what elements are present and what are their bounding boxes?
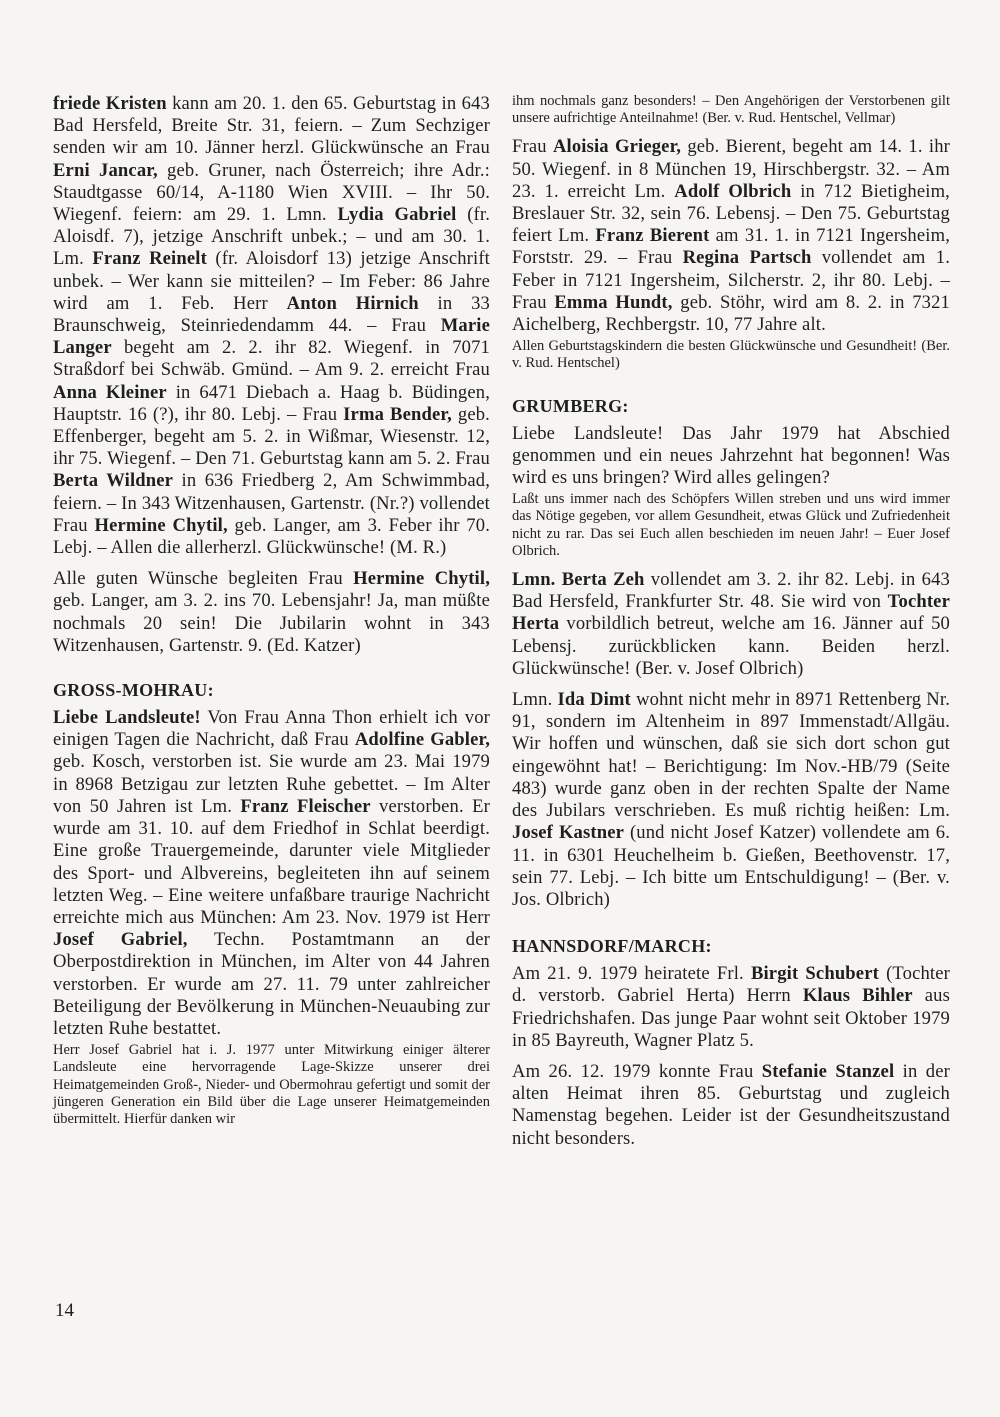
text: Lmn.	[512, 689, 558, 711]
name-bold: Klaus Bihler	[802, 985, 913, 1007]
name-bold: Anton Hirnich	[286, 292, 419, 314]
text: (und nicht Josef Katzer) vollendete am 6. 11. in 6301 Heuchelheim b. Gießen, Beethovenstr. 17, sein 77. Lebj. – Ich bitte um Entschuldigung! – (Ber. v. Jos. Olbrich)	[512, 822, 950, 910]
name-bold: friede Kristen	[53, 93, 167, 114]
text: Am 21. 9. 1979 heiratete Frl.	[512, 963, 751, 985]
gabriel-sketch-note: Herr Josef Gabriel hat i. J. 1977 unter Mitwirkung einiger älterer Landsleute eine hervorragende Lage-Skizze unserer drei Heimatgemeinden Groß-, Nieder- und Obermohrau gefertigt und somit der jüngeren Generation ein Bild über die Lage unserer Heimatgemeinden übermittelt. Hierfür danken wir	[53, 1042, 490, 1127]
ida-dimt-paragraph	[512, 689, 950, 911]
text: in 636 Friedberg 2, Am Schwimmbad, feiern. – In 343 Witzenhausen, Gartenstr. (Nr.?) vollendet Frau	[53, 470, 491, 536]
text: verstorben. Er wurde am 31. 10. auf dem Friedhof in Schlat beerdigt. Eine große Trauergemeinde, darunter viele Mitglieder des Sport- und Albvereins, begleiteten ihn auf seinem letzten Weg. – Eine weitere unfaßbare traurige Nachricht erreichte mich aus München: Am 23. Nov. 1979 ist Herr	[53, 795, 491, 928]
text: in der alten Heimat ihren 85. Geburtstag und zugleich Namenstag begehen. Leider ist der Gesundheitszustand nicht besonders.	[512, 1060, 950, 1149]
text: aus Friedrichshafen. Das junge Paar wohnt seit Oktober 1979 in 85 Bayreuth, Wagner Platz 5.	[512, 985, 950, 1051]
name-bold: Franz Fleischer	[240, 795, 371, 817]
name-bold: Erni Jancar,	[53, 159, 158, 181]
name-bold: Hermine Chytil,	[353, 568, 490, 590]
berta-zeh-paragraph	[512, 569, 950, 680]
name-bold: Aloisia Grieger,	[552, 136, 682, 158]
text: geb. Langer, am 3. Feber ihr 70. Lebj. – Allen die allerherzl. Glückwünsche! (M. R.)	[53, 514, 490, 559]
text: geb. Kosch, verstorben ist. Sie wurde am 23. Mai 1979 in 8968 Betzigau zur letzten Ruhe gebettet. – Im Alter von 50 Jahren ist Lm.	[53, 751, 490, 817]
name-bold: Adolfine Gabler,	[354, 729, 490, 751]
name-bold: Anna Kleiner	[53, 381, 167, 403]
text: in 33 Braunschweig, Steinriedendamm 44. – Frau	[53, 292, 490, 337]
text: begeht am 2. 2. ihr 82. Wiegenf. in 7071 Straßdorf bei Schwäb. Gmünd. – Am 9. 2. erreicht Frau	[53, 337, 490, 381]
name-bold: Irma Bender,	[343, 403, 452, 425]
name-bold: Franz Bierent	[595, 225, 710, 247]
name-bold: Berta Wildner	[53, 470, 174, 492]
text: geb. Bierent, begeht am 14. 1. ihr 50. Wiegenf. in 8 München 19, Hirschbergstr. 32. – Am 23. 1. erreicht Lm.	[512, 136, 951, 202]
name-bold: Tochter Herta	[512, 591, 950, 635]
text: vollendet am 1. Feber in 7121 Ingersheim, Silcherstr. 2, ihr 80. Lebj. – Frau	[512, 247, 950, 313]
text: in 712 Bietigheim, Breslauer Str. 32, sein 76. Lebensj. – Den 75. Geburtstag feiert Lm.	[512, 180, 950, 247]
condolence-note: ihm nochmals ganz besonders! – Den Angehörigen der Verstorbenen gilt unsere aufrichtige Anteilnahme! (Ber. v. Rud. Hentschel, Vellmar)	[512, 93, 950, 127]
text: vorbildlich betreut, welche am 16. Jänner auf 50 Lebensj. zurückblicken kann. Beiden herzl. Glückwünsche! (Ber. v. Josef Olbrich)	[512, 613, 950, 679]
text: Techn. Postamtmann an der Oberpostdirektion in München, im Alter von 44 Jahren verstorben. Er wurde am 27. 11. 79 unter zahlreicher Beteiligung der Bevölkerung in München-Neuaubing zur letzten Ruhe bestattet.	[53, 929, 490, 1039]
section-heading-gross-mohrau: GROSS-MOHRAU:	[53, 680, 214, 701]
text: geb. Gruner, nach Österreich; ihre Adr.: Staudtgasse 60/14, A-1180 Wien XVIII. – Ihr 50. Wiegenf. feiern: am 29. 1. Lmn.	[53, 159, 490, 226]
text: kann am 20. 1. den 65. Geburtstag in 643 Bad Hersfeld, Breite Str. 31, feiern. – Zum Sechziger senden wir am 10. Jänner herzl. Glückwünsche an Frau	[53, 93, 491, 159]
text: vollendet am 3. 2. ihr 82. Lebj. in 643 Bad Hersfeld, Frankfurter Str. 48. Sie wird von	[512, 569, 950, 613]
name-bold: Marie Langer	[53, 315, 490, 359]
name-bold: Josef Gabriel,	[53, 929, 188, 951]
obituary-paragraph	[53, 707, 490, 1040]
section-heading-grumberg: GRUMBERG:	[512, 395, 629, 416]
text: geb. Stöhr, wird am 8. 2. in 7321 Aichelberg, Rechbergstr. 10, 77 Jahre alt.	[512, 291, 950, 336]
name-bold: Adolf Olbrich	[674, 180, 792, 202]
name-bold: Lmn. Berta Zeh	[512, 569, 645, 591]
left-column	[53, 93, 490, 1128]
name-bold: Hermine Chytil,	[94, 514, 228, 536]
text: am 31. 1. in 7121 Ingersheim, Forststr. 29. – Frau	[512, 225, 950, 269]
section-heading-hannsdorf-march: HANNSDORF/MARCH:	[512, 936, 712, 957]
name-bold: Franz Reinelt	[92, 248, 207, 270]
text: (Tochter d. verstorb. Gabriel Herta) Herrn	[512, 963, 950, 1007]
birthdays-paragraph	[512, 136, 950, 336]
text: (fr. Aloisdorf 13) jetzige Anschrift unbek. – Wer kann sie mitteilen? – Im Feber: 86 Jahre wird am 1. Feb. Herr	[53, 248, 490, 314]
name-bold: Ida Dimt	[557, 689, 631, 711]
text: Von Frau Anna Thon erhielt ich vor einigen Tagen die Nachricht, daß Frau	[53, 707, 490, 751]
new-year-paragraph: Liebe Landsleute! Das Jahr 1979 hat Abschied genommen und ein neues Jahrzehnt hat begonnen! Was wird es uns bringen? Wird alles gelingen?	[512, 422, 950, 489]
page-number: 14	[55, 1300, 74, 1321]
text: geb. Langer, am 3. 2. ins 70. Lebensjahr! Ja, man müßte nochmals 20 sein! Die Jubilarin wohnt in 343 Witzenhausen, Gartenstr. 9. (Ed. Katzer)	[53, 590, 490, 656]
name-bold: Stefanie Stanzel	[761, 1060, 895, 1082]
text: in 6471 Diebach a. Haag b. Büdingen, Hauptstr. 16 (?), ihr 80. Lebj. – Frau	[53, 381, 491, 425]
name-bold: Emma Hundt,	[554, 291, 673, 313]
stanzel-birthday-paragraph	[512, 1061, 950, 1150]
right-column	[512, 93, 950, 1150]
text: Am 26. 12. 1979 konnte Frau	[512, 1060, 762, 1082]
salutation-bold: Liebe Landsleute!	[53, 707, 201, 729]
text: Alle guten Wünsche begleiten Frau	[53, 568, 354, 590]
name-bold: Birgit Schubert	[750, 963, 879, 985]
birthday-wishes-note: Allen Geburtstagskindern die besten Glückwünsche und Gesundheit! (Ber. v. Rud. Hentschel)	[512, 338, 950, 372]
name-bold: Josef Kastner	[512, 822, 625, 844]
birthday-announcements-paragraph	[53, 93, 490, 559]
text: Frau	[512, 136, 553, 158]
wishes-paragraph	[53, 568, 490, 657]
name-bold: Lydia Gabriel	[337, 204, 457, 226]
text: geb. Effenberger, begeht am 5. 2. in Wißmar, Wiesenstr. 12, ihr 75. Wiegenf. – Den 71. Geburtstag kann am 5. 2. Frau	[53, 403, 490, 470]
text: (fr. Aloisdf. 7), jetzige Anschrift unbek.; – und am 30. 1. Lm.	[53, 204, 490, 270]
name-bold: Regina Partsch	[682, 247, 812, 269]
text: wohnt nicht mehr in 8971 Rettenberg Nr. 91, sondern im Altenheim in 897 Immenstadt/Allgäu. Wir hoffen und wünschen, daß sie sich dort schon gut eingewöhnt hat! – Berichtigung: Im Nov.-HB/79 (Seite 483) wurde ganz oben in der rechten Spalte der Name des Jubilars verschrieben. Es muß richtig heißen: Lm.	[512, 689, 950, 822]
wedding-paragraph	[512, 963, 950, 1052]
new-year-blessing-note: Laßt uns immer nach des Schöpfers Willen streben und uns wird immer das Nötige gegeben, vor allem Gesundheit, etwas Glück und Zufriedenheit nicht zu rar. Das sei Euch allen beschieden im neuen Jahr! – Euer Josef Olbrich.	[512, 491, 950, 559]
